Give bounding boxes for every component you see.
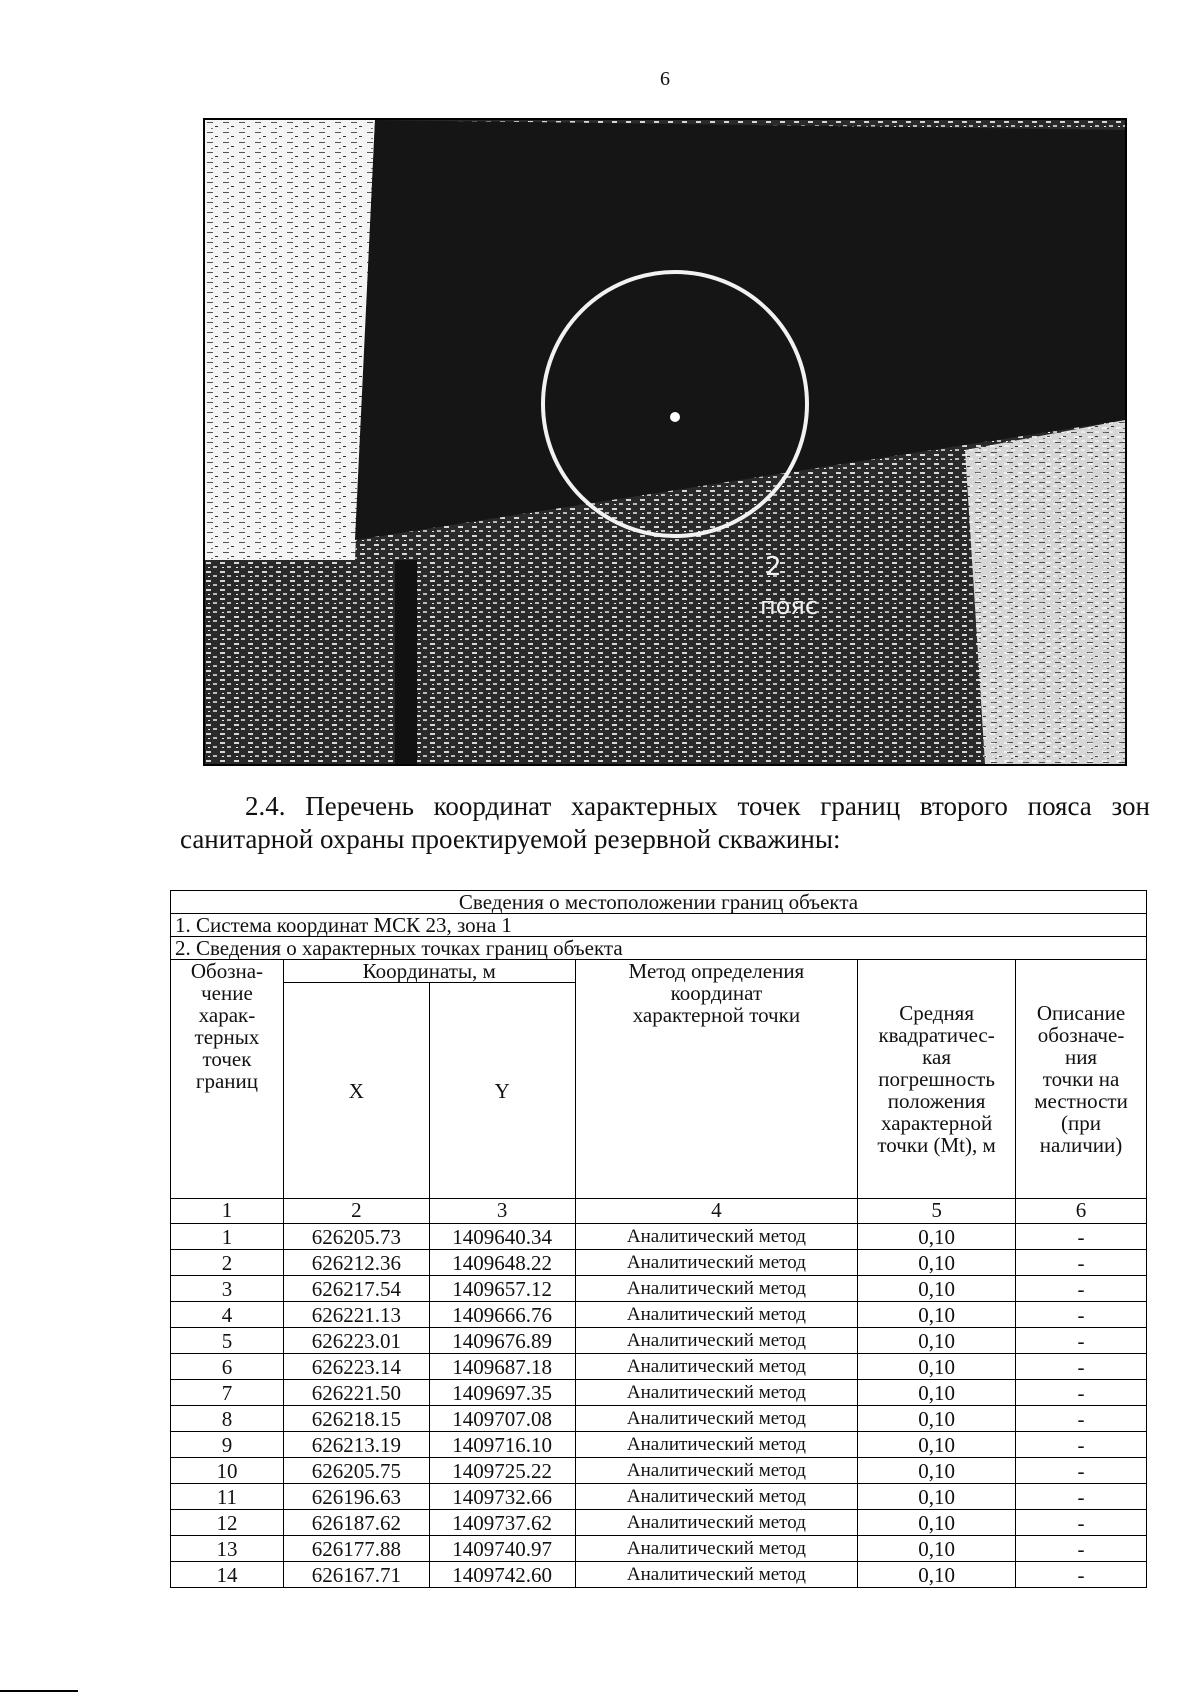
method-cell: Аналитический метод [575,1510,858,1536]
zone-label-text: пояс [760,592,819,620]
error-cell: 0,10 [858,1354,1016,1380]
zone-label-number: 2 [765,552,782,582]
coord-x: 626212.36 [283,1250,429,1276]
error-cell: 0,10 [858,1380,1016,1406]
method-cell: Аналитический метод [575,1224,858,1250]
point-number: 2 [171,1250,284,1276]
well-point [670,412,680,422]
header-x: X [283,983,429,1199]
coord-y: 1409657.12 [429,1276,575,1302]
description-cell: - [1016,1406,1147,1432]
coord-x: 626218.15 [283,1406,429,1432]
error-cell: 0,10 [858,1302,1016,1328]
coord-x: 626213.19 [283,1432,429,1458]
table-row [171,1328,1147,1354]
coord-x: 626221.13 [283,1302,429,1328]
method-cell: Аналитический метод [575,1562,858,1588]
point-number: 13 [171,1536,284,1562]
column-number: 1 [171,1199,284,1224]
coord-y: 1409732.66 [429,1484,575,1510]
coord-x: 626205.73 [283,1224,429,1250]
column-number: 6 [1016,1199,1147,1224]
table-row [171,1536,1147,1562]
footer-rule [0,1690,78,1692]
table-row [171,1458,1147,1484]
header-method: Метод определения координат характерной точки [575,960,858,1199]
description-cell: - [1016,1536,1147,1562]
coord-x: 626221.50 [283,1380,429,1406]
method-cell: Аналитический метод [575,1354,858,1380]
coord-x: 626205.75 [283,1458,429,1484]
zone-map-image [203,118,1127,766]
error-cell: 0,10 [858,1276,1016,1302]
coord-x: 626177.88 [283,1536,429,1562]
coord-y: 1409737.62 [429,1510,575,1536]
description-cell: - [1016,1458,1147,1484]
method-cell: Аналитический метод [575,1406,858,1432]
table-row [171,1224,1147,1250]
coord-x: 626196.63 [283,1484,429,1510]
table-row [171,1484,1147,1510]
point-number: 8 [171,1406,284,1432]
table-row [171,1432,1147,1458]
description-cell: - [1016,1328,1147,1354]
table-section: 2. Сведения о характерных точках границ объекта [171,937,1147,960]
table-row [171,1276,1147,1302]
description-cell: - [1016,1224,1147,1250]
point-number: 5 [171,1328,284,1354]
table-row [171,1510,1147,1536]
method-cell: Аналитический метод [575,1276,858,1302]
point-number: 10 [171,1458,284,1484]
coord-y: 1409740.97 [429,1536,575,1562]
point-number: 4 [171,1302,284,1328]
column-number: 3 [429,1199,575,1224]
description-cell: - [1016,1302,1147,1328]
error-cell: 0,10 [858,1406,1016,1432]
error-cell: 0,10 [858,1458,1016,1484]
method-cell: Аналитический метод [575,1302,858,1328]
error-cell: 0,10 [858,1250,1016,1276]
table-system: 1. Система координат МСК 23, зона 1 [171,914,1147,937]
table-title: Сведения о местоположении границ объекта [171,891,1147,914]
point-number: 1 [171,1224,284,1250]
method-cell: Аналитический метод [575,1250,858,1276]
point-number: 6 [171,1354,284,1380]
coord-y: 1409676.89 [429,1328,575,1354]
coordinates-table [170,890,1147,1588]
zone-map-graphic [205,120,1125,764]
method-cell: Аналитический метод [575,1484,858,1510]
section-heading: 2.4. Перечень координат характерных точек границ второго пояса зон санитарной охраны проектируемой резервной скважины: [180,791,1150,854]
error-cell: 0,10 [858,1510,1016,1536]
column-numbers-row [171,1199,1147,1224]
page-number: 6 [660,68,670,90]
point-number: 7 [171,1380,284,1406]
table-row [171,1302,1147,1328]
method-cell: Аналитический метод [575,1536,858,1562]
header-description: Описание обозначе- ния точки на местности (при наличии) [1016,960,1147,1199]
point-number: 3 [171,1276,284,1302]
description-cell: - [1016,1276,1147,1302]
coord-y: 1409707.08 [429,1406,575,1432]
description-cell: - [1016,1510,1147,1536]
column-number: 5 [858,1199,1016,1224]
table-body [171,1224,1147,1588]
point-number: 11 [171,1484,284,1510]
column-number: 4 [575,1199,858,1224]
coord-y: 1409666.76 [429,1302,575,1328]
description-cell: - [1016,1562,1147,1588]
description-cell: - [1016,1250,1147,1276]
header-y: Y [429,983,575,1199]
table-row [171,1562,1147,1588]
table-row [171,1250,1147,1276]
description-cell: - [1016,1484,1147,1510]
coord-y: 1409742.60 [429,1562,575,1588]
table-row [171,1380,1147,1406]
method-cell: Аналитический метод [575,1380,858,1406]
error-cell: 0,10 [858,1432,1016,1458]
header-point-designation: Обозна- чение харак- терных точек границ [171,960,284,1199]
coord-x: 626223.14 [283,1354,429,1380]
header-coordinates: Координаты, м [283,960,575,983]
coord-y: 1409640.34 [429,1224,575,1250]
coord-x: 626217.54 [283,1276,429,1302]
point-number: 12 [171,1510,284,1536]
method-cell: Аналитический метод [575,1328,858,1354]
method-cell: Аналитический метод [575,1432,858,1458]
table-row [171,1406,1147,1432]
point-number: 14 [171,1562,284,1588]
point-number: 9 [171,1432,284,1458]
error-cell: 0,10 [858,1484,1016,1510]
method-cell: Аналитический метод [575,1458,858,1484]
coord-y: 1409648.22 [429,1250,575,1276]
column-number: 2 [283,1199,429,1224]
coord-y: 1409725.22 [429,1458,575,1484]
header-error: Средняя квадратичес- кая погрешность положения характерной точки (Mt), м [858,960,1016,1199]
description-cell: - [1016,1380,1147,1406]
coord-x: 626223.01 [283,1328,429,1354]
coord-x: 626167.71 [283,1562,429,1588]
error-cell: 0,10 [858,1328,1016,1354]
coord-y: 1409697.35 [429,1380,575,1406]
error-cell: 0,10 [858,1536,1016,1562]
coord-y: 1409687.18 [429,1354,575,1380]
description-cell: - [1016,1354,1147,1380]
coord-y: 1409716.10 [429,1432,575,1458]
error-cell: 0,10 [858,1562,1016,1588]
table-row [171,1354,1147,1380]
description-cell: - [1016,1432,1147,1458]
error-cell: 0,10 [858,1224,1016,1250]
coord-x: 626187.62 [283,1510,429,1536]
